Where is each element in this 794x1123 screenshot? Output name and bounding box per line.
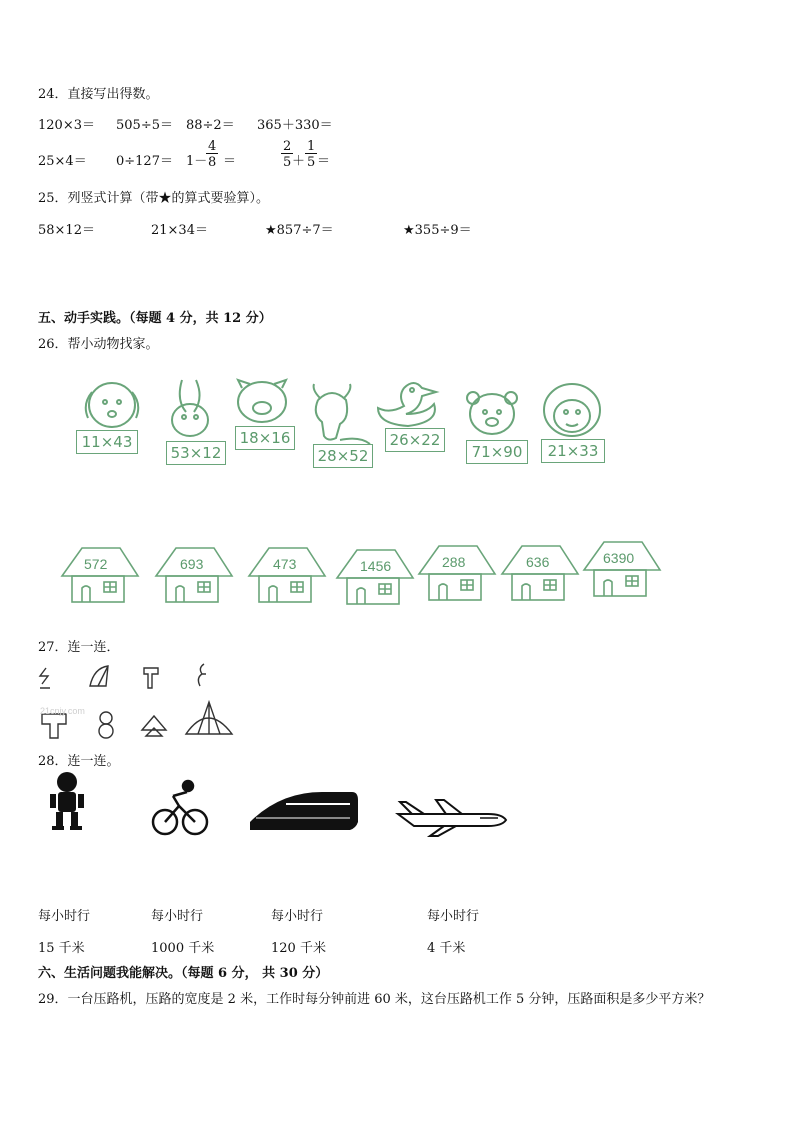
animal-card-monkey: 21×33 [541, 439, 605, 463]
numerator: 4 [208, 139, 217, 154]
section-6-heading: 六、生活问题我能解决。（每题 6 分， 共 30 分） [38, 966, 329, 981]
house-number-7: 6390 [603, 550, 635, 566]
q25-item-2: 21×34＝ [151, 223, 208, 238]
speed-label-4: 每小时行 [427, 909, 480, 924]
speed-value-2: 1000 千米 [151, 941, 215, 956]
numerator: 1 [307, 139, 316, 154]
q29-text: 29．一台压路机，压路的宽度是 2 米，工作时每分钟前进 60 米，这台压路机工作 5 分钟，压路面积是多少平方米？ [38, 992, 711, 1007]
animal-card-duck: 26×22 [385, 428, 445, 452]
q24-expr-4: 365＋330＝ [257, 118, 333, 133]
child-walking-icon [50, 772, 84, 830]
animal-card-pig: 18×16 [235, 426, 295, 450]
fraction-plus: ＋ [292, 154, 306, 169]
fraction-lead: 1－ [186, 154, 208, 169]
q24-expr-6: 0÷127＝ [116, 154, 173, 169]
numerator: 2 [283, 139, 292, 154]
q27-title: 27．连一连． [38, 640, 120, 655]
q28-title: 28．连一连。 [38, 754, 120, 769]
speed-label-3: 每小时行 [271, 909, 324, 924]
q24-expr-3: 88÷2＝ [186, 118, 235, 133]
cyclist-icon [153, 781, 207, 834]
q24-expr-2: 505÷5＝ [116, 118, 173, 133]
q25-item-3: ★857÷7＝ [265, 223, 334, 238]
house-number-4: 1456 [360, 558, 392, 574]
q25-item-1: 58×12＝ [38, 223, 95, 238]
denominator: 5 [283, 155, 292, 170]
q24-expr-1: 120×3＝ [38, 118, 95, 133]
section-5-heading: 五、动手实践。（每题 4 分，共 12 分） [38, 311, 272, 326]
animal-card-bear: 71×90 [466, 440, 528, 464]
house-number-3: 473 [273, 556, 297, 572]
house-number-1: 572 [84, 556, 108, 572]
animal-card-dog: 11×43 [76, 430, 138, 454]
q25-item-4: ★355÷9＝ [403, 223, 472, 238]
fraction-tail: ＝ [223, 154, 237, 169]
house-number-5: 288 [442, 554, 466, 570]
denominator: 5 [307, 155, 316, 170]
fraction-tail: ＝ [317, 154, 331, 169]
speed-label-2: 每小时行 [151, 909, 204, 924]
q25-title: 25．列竖式计算（带★的算式要验算）。 [38, 191, 270, 206]
q24-title: 24．直接写出得数。 [38, 87, 159, 102]
speed-value-4: 4 千米 [427, 941, 466, 956]
q24-expr-5: 25×4＝ [38, 154, 87, 169]
animal-card-goat: 28×52 [313, 444, 373, 468]
speed-value-3: 120 千米 [271, 941, 326, 956]
denominator: 8 [208, 155, 217, 170]
house-number-2: 693 [180, 556, 204, 572]
house-number-6: 636 [526, 554, 550, 570]
airplane-icon [398, 800, 506, 836]
watermark: 21cnjy.com [40, 706, 85, 716]
animal-card-rabbit: 53×12 [166, 441, 226, 465]
high-speed-train-icon [250, 792, 358, 830]
speed-value-1: 15 千米 [38, 941, 85, 956]
q26-title: 26．帮小动物找家。 [38, 337, 159, 352]
speed-label-1: 每小时行 [38, 909, 91, 924]
